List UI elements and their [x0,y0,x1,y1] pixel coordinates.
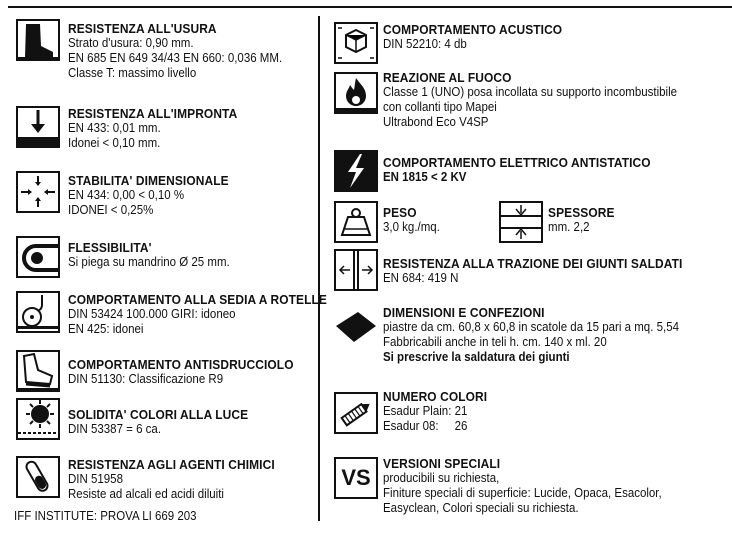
entry-chimici [68,457,293,502]
entry-line: producibili su richiesta, [383,471,500,485]
entry-line: Resiste ad alcali ed acidi diluiti [68,487,224,501]
entry-line: DIN 52210: 4 db [383,37,467,51]
thickness-icon [499,201,543,243]
entry-line: DIN 53424 100.000 GIRI: idoneo [68,307,236,321]
entry-luce [68,407,264,437]
entry-line: Easyclean, Colori speciali su richiesta. [383,501,579,515]
sun-icon [16,398,60,440]
entry-line: Strato d'usura: 0,90 mm. [68,36,194,50]
entry-title: DIMENSIONI E CONFEZIONI [383,305,545,320]
entry-title: COMPORTAMENTO ELETTRICO ANTISTATICO [383,155,651,170]
boot-icon [16,19,60,61]
acoustic-icon [334,22,378,64]
entry-title: VERSIONI SPECIALI [383,456,501,471]
entry-line: EN 1815 < 2 KV [383,170,467,184]
dimensional-arrows-icon [16,171,60,213]
entry-antisdrucciolo [68,357,313,387]
entry-title: COMPORTAMENTO ANTISDRUCCIOLO [68,357,294,372]
entry-line: DIN 51958 [68,472,123,486]
weight-icon [334,201,378,243]
entry-title: COMPORTAMENTO ACUSTICO [383,22,563,37]
entry-line: IDONEI < 0,25% [68,203,154,217]
entry-stabilita [68,173,243,218]
entry-fuoco [383,70,703,130]
entry-line: Esadur 08: 26 [383,419,468,433]
entry-colori [383,389,496,434]
entry-title: RESISTENZA ALL'IMPRONTA [68,106,238,121]
entry-line: EN 425: idonei [68,322,144,336]
slip-shoe-icon [16,350,60,392]
entry-sedia [68,292,349,337]
column-divider [318,16,320,521]
fire-icon [334,72,378,114]
entry-line: Esadur Plain: 21 [383,404,468,418]
entry-trazione [383,256,708,286]
footer-note: IFF INSTITUTE: PROVA LI 669 203 [14,509,197,523]
entry-flessibilita [68,240,244,270]
entry-title: COMPORTAMENTO ALLA SEDIA A ROTELLE [68,292,327,307]
entry-line: EN 684: 419 N [383,271,459,285]
entry-line: Classe T: massimo livello [68,66,197,80]
entry-title: REAZIONE AL FUOCO [383,70,512,85]
seam-tension-icon [334,249,378,291]
entry-spessore [548,205,620,235]
entry-line: Fabbricabili anche in teli h. cm. 140 x ml. 20 [383,335,607,349]
entry-line: Classe 1 (UNO) posa incollata su supporto incombustibile [383,85,678,99]
entry-elettrico [383,155,674,185]
entry-peso [383,205,445,235]
entry-acustico [383,22,578,52]
castor-wheel-icon [16,291,60,333]
entry-speciali [383,456,686,516]
entry-line: EN 433: 0,01 mm. [68,121,161,135]
entry-title: NUMERO COLORI [383,389,488,404]
entry-dimensioni [383,305,705,365]
entry-title: RESISTENZA AGLI AGENTI CHIMICI [68,457,275,472]
entry-title: SPESSORE [548,205,615,220]
entry-bold-line: Si prescrive la saldatura dei giunti [383,350,570,364]
entry-line: con collanti tipo Mapei [383,100,497,114]
entry-impronta [68,106,252,151]
entry-title: RESISTENZA ALLA TRAZIONE DEI GIUNTI SALDATI [383,256,683,271]
entry-line: piastre da cm. 60,8 x 60,8 in scatole da 15 pari a mq. 5,54 [383,320,679,334]
entry-line: DIN 51130: Classificazione R9 [68,372,224,386]
tile-icon [334,306,378,348]
lightning-icon [334,150,378,192]
entry-line: Si piega su mandrino Ø 25 mm. [68,255,230,269]
entry-title: RESISTENZA ALL'USURA [68,21,217,36]
entry-usura [68,21,301,81]
pencil-icon [334,392,378,434]
entry-title: PESO [383,205,417,220]
entry-line: 3,0 kg./mq. [383,220,440,234]
entry-line: DIN 53387 = 6 ca. [68,422,162,436]
entry-line: mm. 2,2 [548,220,590,234]
entry-line: Ultrabond Eco V4SP [383,115,489,129]
entry-title: STABILITA' DIMENSIONALE [68,173,229,188]
entry-line: EN 434: 0,00 < 0,10 % [68,188,185,202]
entry-title: FLESSIBILITA' [68,240,152,255]
top-rule [8,6,732,8]
test-tube-icon [16,456,60,498]
mandrel-bend-icon [16,236,60,278]
entry-title: SOLIDITA' COLORI ALLA LUCE [68,407,249,422]
entry-line: EN 685 EN 649 34/43 EN 660: 0,036 MM. [68,51,283,65]
indentation-arrow-icon [16,106,60,148]
entry-line: Finiture speciali di superficie: Lucide, Opaca, Esacolor, [383,486,662,500]
vs-icon: VS [334,457,378,499]
entry-line: Idonei < 0,10 mm. [68,136,161,150]
